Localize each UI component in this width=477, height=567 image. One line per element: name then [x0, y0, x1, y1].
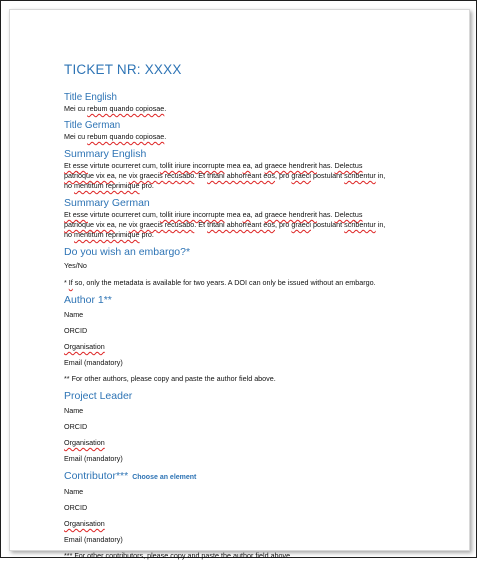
spelling-error: If	[68, 278, 73, 287]
spelling-error: Delectus	[334, 210, 363, 219]
spelling-error: scribentur	[344, 220, 376, 229]
text-run: in,	[375, 171, 386, 180]
author-note: ** For other authors, please copy and paste the author field above.	[64, 374, 276, 383]
embargo-section	[64, 246, 444, 288]
contributor-section	[64, 470, 444, 561]
text-run: mea	[224, 210, 243, 219]
spelling-error: vix graecis recusabo	[128, 171, 195, 180]
spelling-error: tritani abhorreant eos	[207, 220, 276, 229]
project-leader-heading: Project Leader	[64, 390, 133, 402]
embargo-note: * If so, only the metadata is available for two years. A DOI can only be issued without an embargo.	[64, 278, 376, 287]
choose-element-dropdown[interactable]: Choose an element	[132, 474, 197, 481]
text-run: postulant	[310, 171, 345, 180]
spelling-error: Et esse	[64, 161, 88, 170]
author-email-field[interactable]: Email (mandatory)	[64, 358, 123, 367]
embargo-options: Yes/No	[64, 261, 87, 270]
author-section	[64, 294, 444, 384]
ticket-title: TICKET NR: XXXX	[64, 62, 182, 77]
contributor-name-field[interactable]: Name	[64, 487, 84, 496]
author-heading: Author 1**	[64, 294, 112, 306]
spelling-error: graece hendrerit	[264, 161, 317, 170]
summary-german-line	[64, 210, 444, 220]
text-run: postulant	[310, 220, 345, 229]
text-run: no	[64, 230, 74, 239]
spelling-error: scribentur	[344, 171, 376, 180]
spelling-error: rebum quando copiosae	[87, 132, 165, 141]
project-leader-name-field[interactable]: Name	[64, 406, 84, 415]
contributor-orcid-field[interactable]: ORCID	[64, 503, 88, 512]
project-leader-email-field[interactable]: Email (mandatory)	[64, 454, 123, 463]
spelling-error: ea	[242, 210, 251, 219]
title-english-text: Mei cu rebum quando copiosae.	[64, 104, 167, 113]
embargo-heading: Do you wish an embargo?*	[64, 246, 191, 258]
title-english-section	[64, 92, 444, 114]
author-orcid-field[interactable]: ORCID	[64, 326, 88, 335]
text-run: pro.	[139, 230, 154, 239]
title-german-text: Mei cu rebum quando copiosae.	[64, 132, 167, 141]
spelling-error: rebum quando copiosae	[87, 104, 165, 113]
text-run: . Et	[194, 171, 208, 180]
text-run: virtute ocurreret cum,	[87, 161, 160, 170]
spelling-error: ea	[242, 161, 251, 170]
text-run: , ad	[250, 210, 265, 219]
text-run: , pro	[275, 220, 292, 229]
summary-english-line	[64, 181, 444, 191]
spelling-error: Et esse	[64, 210, 88, 219]
project-leader-organisation-field[interactable]: Organisation	[64, 438, 105, 447]
summary-german-section	[64, 197, 444, 240]
text-run: pro.	[139, 181, 154, 190]
text-run: . Et	[194, 220, 208, 229]
author-organisation-field[interactable]: Organisation	[64, 342, 105, 351]
text-run: has.	[316, 161, 335, 170]
text-run: in,	[375, 220, 386, 229]
summary-english-section	[64, 148, 444, 191]
spelling-error: tollit iriure incorrupte	[159, 161, 225, 170]
project-leader-orcid-field[interactable]: ORCID	[64, 422, 88, 431]
author-name-field[interactable]: Name	[64, 310, 84, 319]
text-run: no	[64, 181, 74, 190]
text-run: , pro	[275, 171, 292, 180]
text-run: mea	[224, 161, 243, 170]
spelling-error: graeci	[291, 171, 311, 180]
contributor-organisation-field[interactable]: Organisation	[64, 519, 105, 528]
document-page	[9, 9, 470, 560]
spelling-error: mentitum reprimique	[74, 181, 140, 190]
spelling-error: graeci	[291, 220, 311, 229]
spelling-error: graece hendrerit	[264, 210, 317, 219]
summary-english-line	[64, 171, 444, 181]
text-run: , ad	[250, 161, 265, 170]
title-german-heading: Title German	[64, 120, 121, 131]
spelling-error: tollit iriure incorrupte	[159, 210, 225, 219]
title-english-heading: Title English	[64, 92, 117, 103]
text-run: has.	[316, 210, 335, 219]
project-leader-section	[64, 390, 444, 464]
summary-english-line	[64, 161, 444, 171]
contributor-note: *** For other contributors, please copy and paste the author field above.	[64, 551, 293, 560]
spelling-error: vix graecis recusabo	[128, 220, 195, 229]
spelling-error: Delectus	[334, 161, 363, 170]
title-german-section	[64, 120, 444, 142]
spelling-error: mentitum reprimique	[74, 230, 140, 239]
summary-german-heading: Summary German	[64, 197, 150, 209]
summary-english-heading: Summary English	[64, 148, 147, 160]
text-run: virtute ocurreret cum,	[87, 210, 160, 219]
spelling-error: patrioque vix ea	[64, 220, 115, 229]
summary-german-line	[64, 220, 444, 230]
text-run: , ne	[114, 171, 129, 180]
summary-german-line	[64, 230, 444, 240]
document-body[interactable]	[64, 62, 444, 567]
spelling-error: patrioque vix ea	[64, 171, 115, 180]
contributor-email-field[interactable]: Email (mandatory)	[64, 535, 123, 544]
contributor-heading: Contributor*** Choose an element	[64, 470, 197, 482]
spelling-error: tritani abhorreant eos	[207, 171, 276, 180]
text-run: , ne	[114, 220, 129, 229]
